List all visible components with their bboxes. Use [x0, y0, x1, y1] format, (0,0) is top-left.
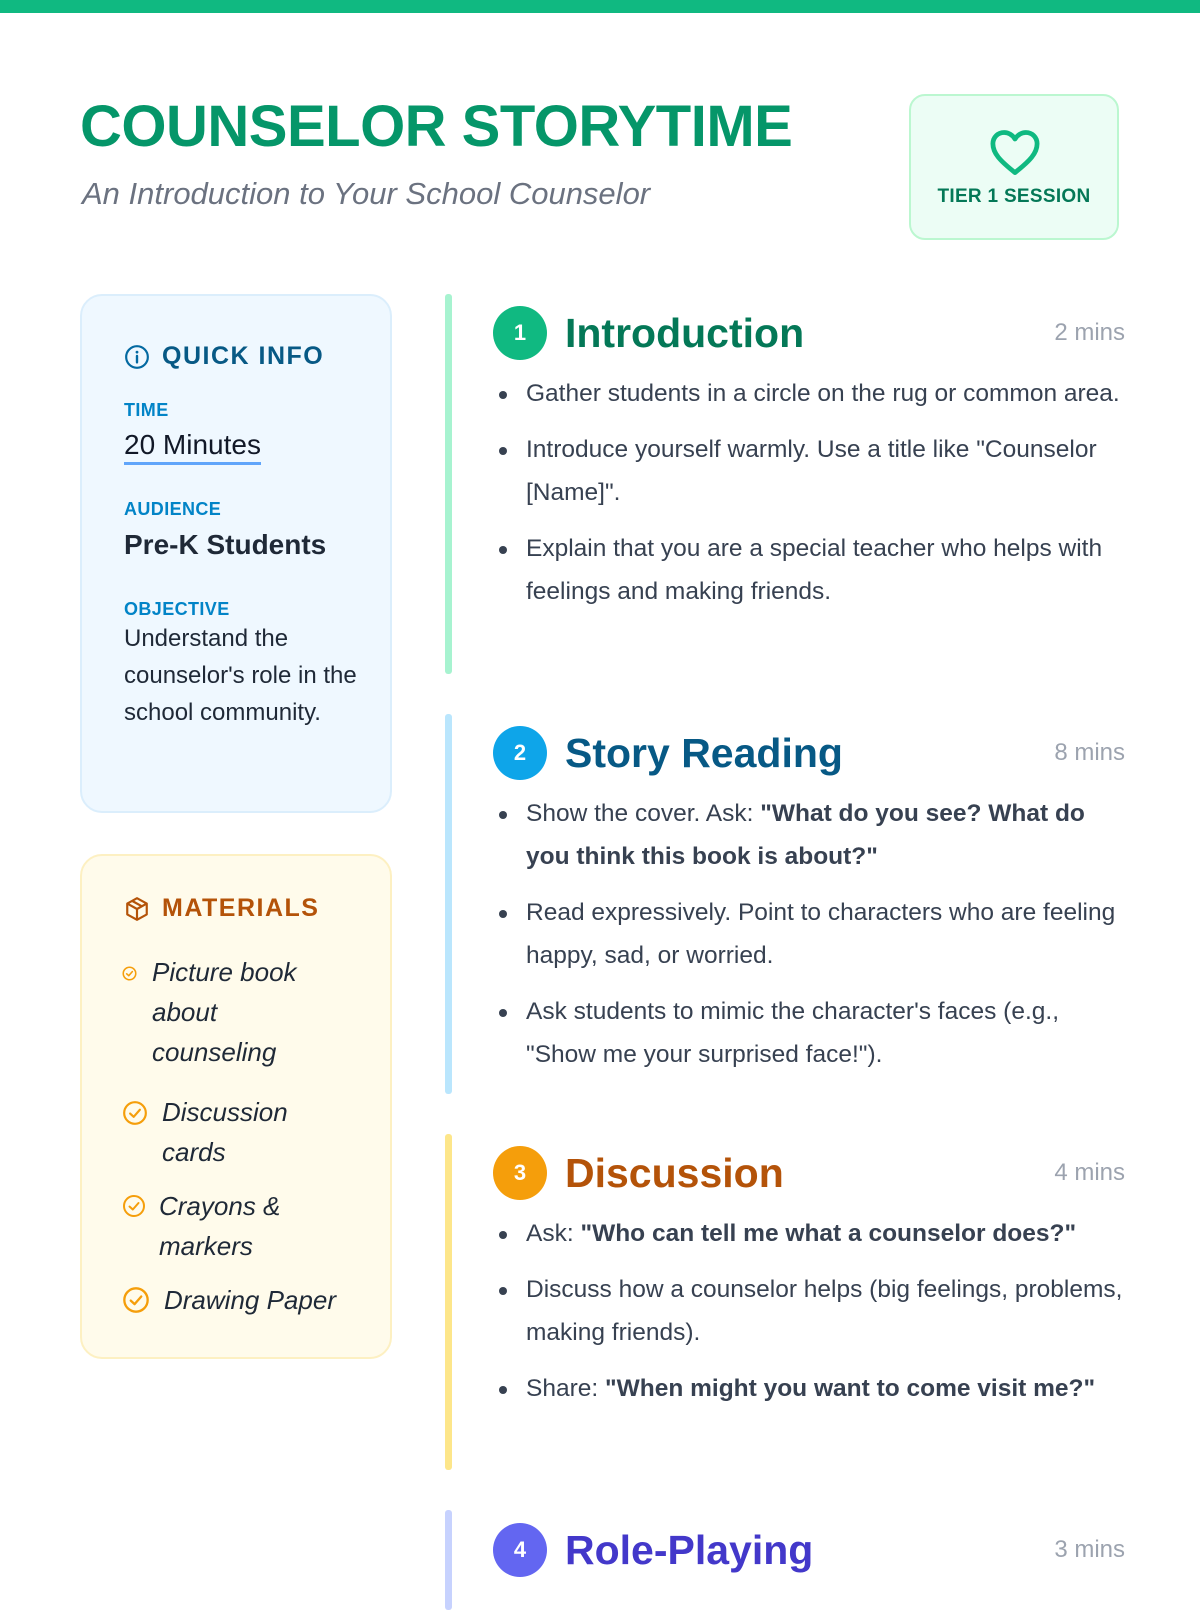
material-item: Crayons & markers [159, 1191, 281, 1261]
timeline-rail [445, 1134, 452, 1470]
tier-label: TIER 1 SESSION [937, 186, 1091, 207]
bullet-item [493, 792, 1126, 878]
quick-info-card [80, 294, 392, 813]
bullet-item [493, 428, 1126, 514]
bullet-item [493, 1268, 1126, 1354]
step-number-badge: 2 [493, 726, 547, 780]
step-number-badge: 1 [493, 306, 547, 360]
objective-value: Understand the counselor's role in the school community. [124, 625, 357, 726]
bullet-item [493, 990, 1126, 1076]
materials-card [80, 854, 392, 1359]
bullet-text: Discuss how a counselor helps (big feelings, problems, making friends). [526, 1276, 1123, 1346]
material-item: Discussion cards [162, 1097, 288, 1167]
bullet-text: Introduce yourself warmly. Use a title like "Counselor [Name]". [526, 436, 1097, 506]
audience-value: Pre-K Students [124, 529, 327, 560]
timeline-rail [445, 294, 452, 674]
section-role-playing [445, 1510, 1125, 1610]
section-duration: 3 mins [1054, 1536, 1125, 1563]
bullet-text: Gather students in a circle on the rug or common area. [526, 380, 1120, 407]
bullet-text: Read expressively. Point to characters who are feeling happy, sad, or worried. [526, 899, 1116, 969]
check-circle-icon [122, 966, 137, 981]
bullet-item [493, 1367, 1126, 1410]
section-title: Introduction [565, 310, 805, 356]
section-title: Story Reading [565, 730, 843, 776]
bullet-quote: "Who can tell me what a counselor does?" [580, 1220, 1077, 1247]
material-item: Picture book about counseling [152, 957, 297, 1067]
box-icon [124, 896, 150, 922]
time-value: 20 Minutes [124, 428, 261, 465]
materials-title: MATERIALS [162, 894, 320, 922]
section-duration: 2 mins [1054, 319, 1125, 346]
section-duration: 4 mins [1054, 1159, 1125, 1186]
step-number-badge: 3 [493, 1146, 547, 1200]
check-circle-icon [122, 1286, 150, 1314]
section-title: Role-Playing [565, 1527, 814, 1573]
bullet-quote: "What do you see? What do you think this book is about?" [526, 800, 1085, 870]
bullet-quote: "When might you want to come visit me?" [605, 1375, 1096, 1402]
quick-info-heading [124, 342, 324, 371]
bullet-item [493, 891, 1126, 977]
tier-badge [909, 94, 1119, 240]
materials-heading [124, 894, 319, 923]
audience-label: AUDIENCE [124, 499, 222, 519]
bullet-list [493, 372, 1126, 626]
bullet-item [493, 527, 1126, 613]
bullet-text: Show the cover. Ask: [526, 800, 761, 827]
info-icon [124, 344, 150, 370]
top-accent-bar [0, 0, 1200, 13]
objective-label: OBJECTIVE [124, 599, 230, 619]
section-duration: 8 mins [1054, 739, 1125, 766]
section-story-reading [445, 714, 1125, 1094]
section-discussion [445, 1134, 1125, 1470]
bullet-text: Explain that you are a special teacher who helps with feelings and making friends. [526, 535, 1103, 605]
bullet-text: Ask students to mimic the character's faces (e.g., "Show me your surprised face!"). [526, 998, 1059, 1068]
time-label: TIME [124, 400, 169, 420]
bullet-item [493, 1212, 1126, 1255]
heart-icon [989, 128, 1041, 176]
bullet-list [493, 1212, 1126, 1423]
timeline-rail [445, 1510, 452, 1610]
step-number-badge: 4 [493, 1523, 547, 1577]
timeline-rail [445, 714, 452, 1094]
section-introduction [445, 294, 1125, 674]
page-subtitle: An Introduction to Your School Counselor [82, 176, 651, 211]
bullet-item [493, 372, 1126, 415]
page-title: COUNSELOR STORYTIME [80, 94, 793, 159]
material-item: Drawing Paper [164, 1285, 336, 1315]
quick-info-title: QUICK INFO [162, 342, 325, 370]
check-circle-icon [122, 1100, 148, 1126]
check-circle-icon [122, 1194, 146, 1218]
section-title: Discussion [565, 1150, 784, 1196]
bullet-text: Share: [526, 1375, 605, 1402]
bullet-list [493, 792, 1126, 1089]
bullet-text: Ask: [526, 1220, 581, 1247]
